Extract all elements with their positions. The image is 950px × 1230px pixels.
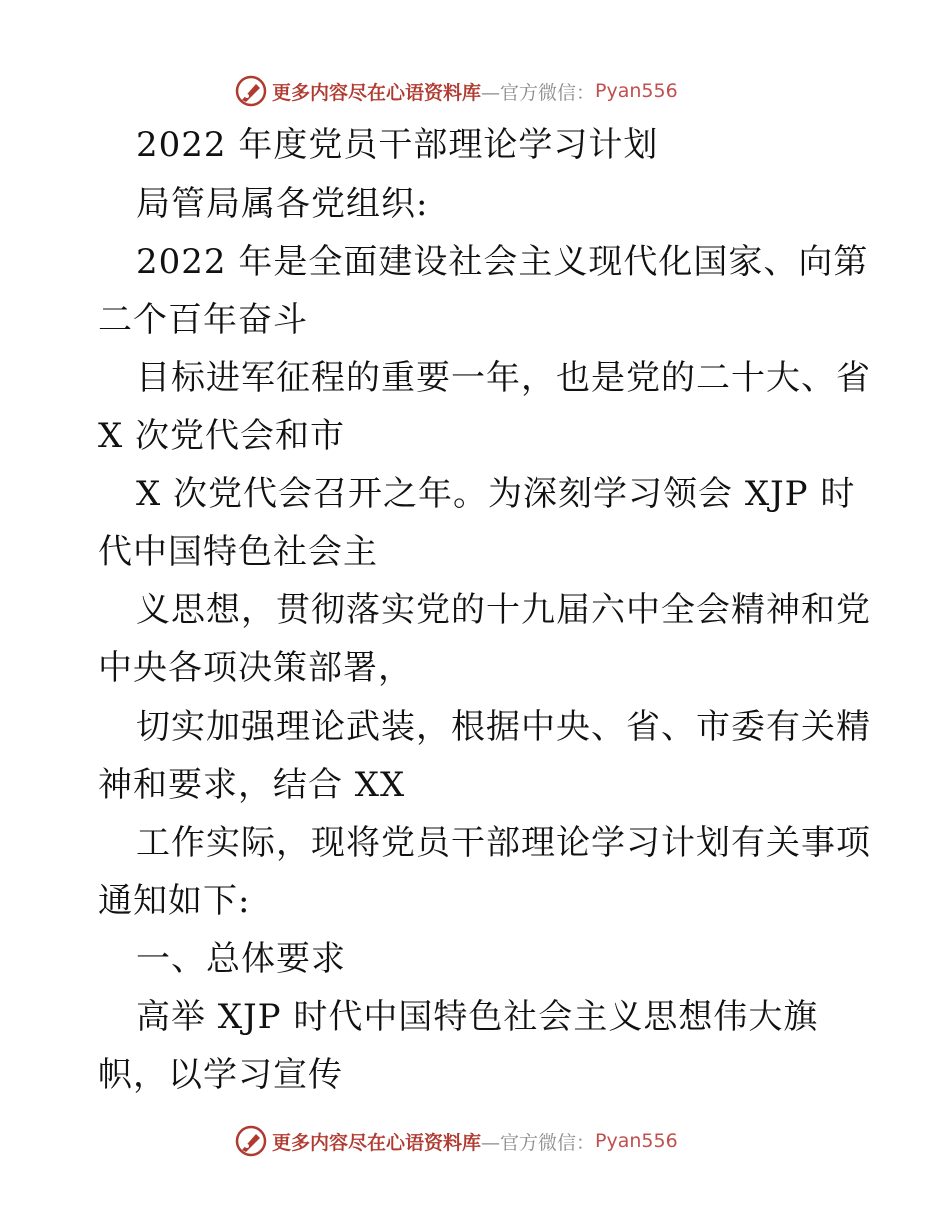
paragraph-line: 工作实际，现将党员干部理论学习计划有关事项 (136, 823, 871, 863)
paragraph-line: 目标进军征程的重要一年，也是党的二十大、省 (136, 358, 871, 398)
paragraph-line: X 次党代会和市 (98, 416, 346, 456)
paragraph-line: 中央各项决策部署， (98, 648, 413, 688)
banner-main-text: 更多内容尽在心语资料库 (272, 81, 482, 104)
document-title: 2022 年度党员干部理论学习计划 (136, 125, 659, 165)
banner-main-text: 更多内容尽在心语资料库 (272, 1131, 482, 1154)
paragraph-line: 通知如下: (98, 881, 251, 921)
paragraph-line: 高举 XJP 时代中国特色社会主义思想伟大旗 (136, 997, 819, 1037)
document-salutation: 局管局属各党组织: (136, 184, 429, 224)
paragraph-line: 代中国特色社会主 (98, 532, 378, 572)
paragraph-line: 神和要求，结合 XX (98, 765, 406, 805)
pen-nib-logo-icon (234, 74, 268, 108)
paragraph-line: 义思想，贯彻落实党的十九届六中全会精神和党 (136, 590, 871, 630)
banner-wechat-id: Pyan556 (595, 80, 678, 102)
paragraph-line: 切实加强理论武装，根据中央、省、市委有关精 (136, 707, 871, 747)
pen-nib-logo-icon (234, 1124, 268, 1158)
paragraph-line: X 次党代会召开之年。为深刻学习领会 XJP 时 (136, 474, 856, 514)
paragraph-line: 二个百年奋斗 (98, 300, 308, 340)
paragraph-line: 2022 年是全面建设社会主义现代化国家、向第 (136, 242, 869, 282)
footer-banner (234, 1124, 678, 1158)
banner-separator-text: —官方微信： (481, 81, 596, 104)
paragraph-line: 帜，以学习宣传 (98, 1055, 343, 1095)
banner-separator-text: —官方微信： (481, 1131, 596, 1154)
section-heading: 一、总体要求 (136, 939, 346, 979)
banner-wechat-id: Pyan556 (595, 1130, 678, 1152)
header-banner (234, 74, 678, 108)
